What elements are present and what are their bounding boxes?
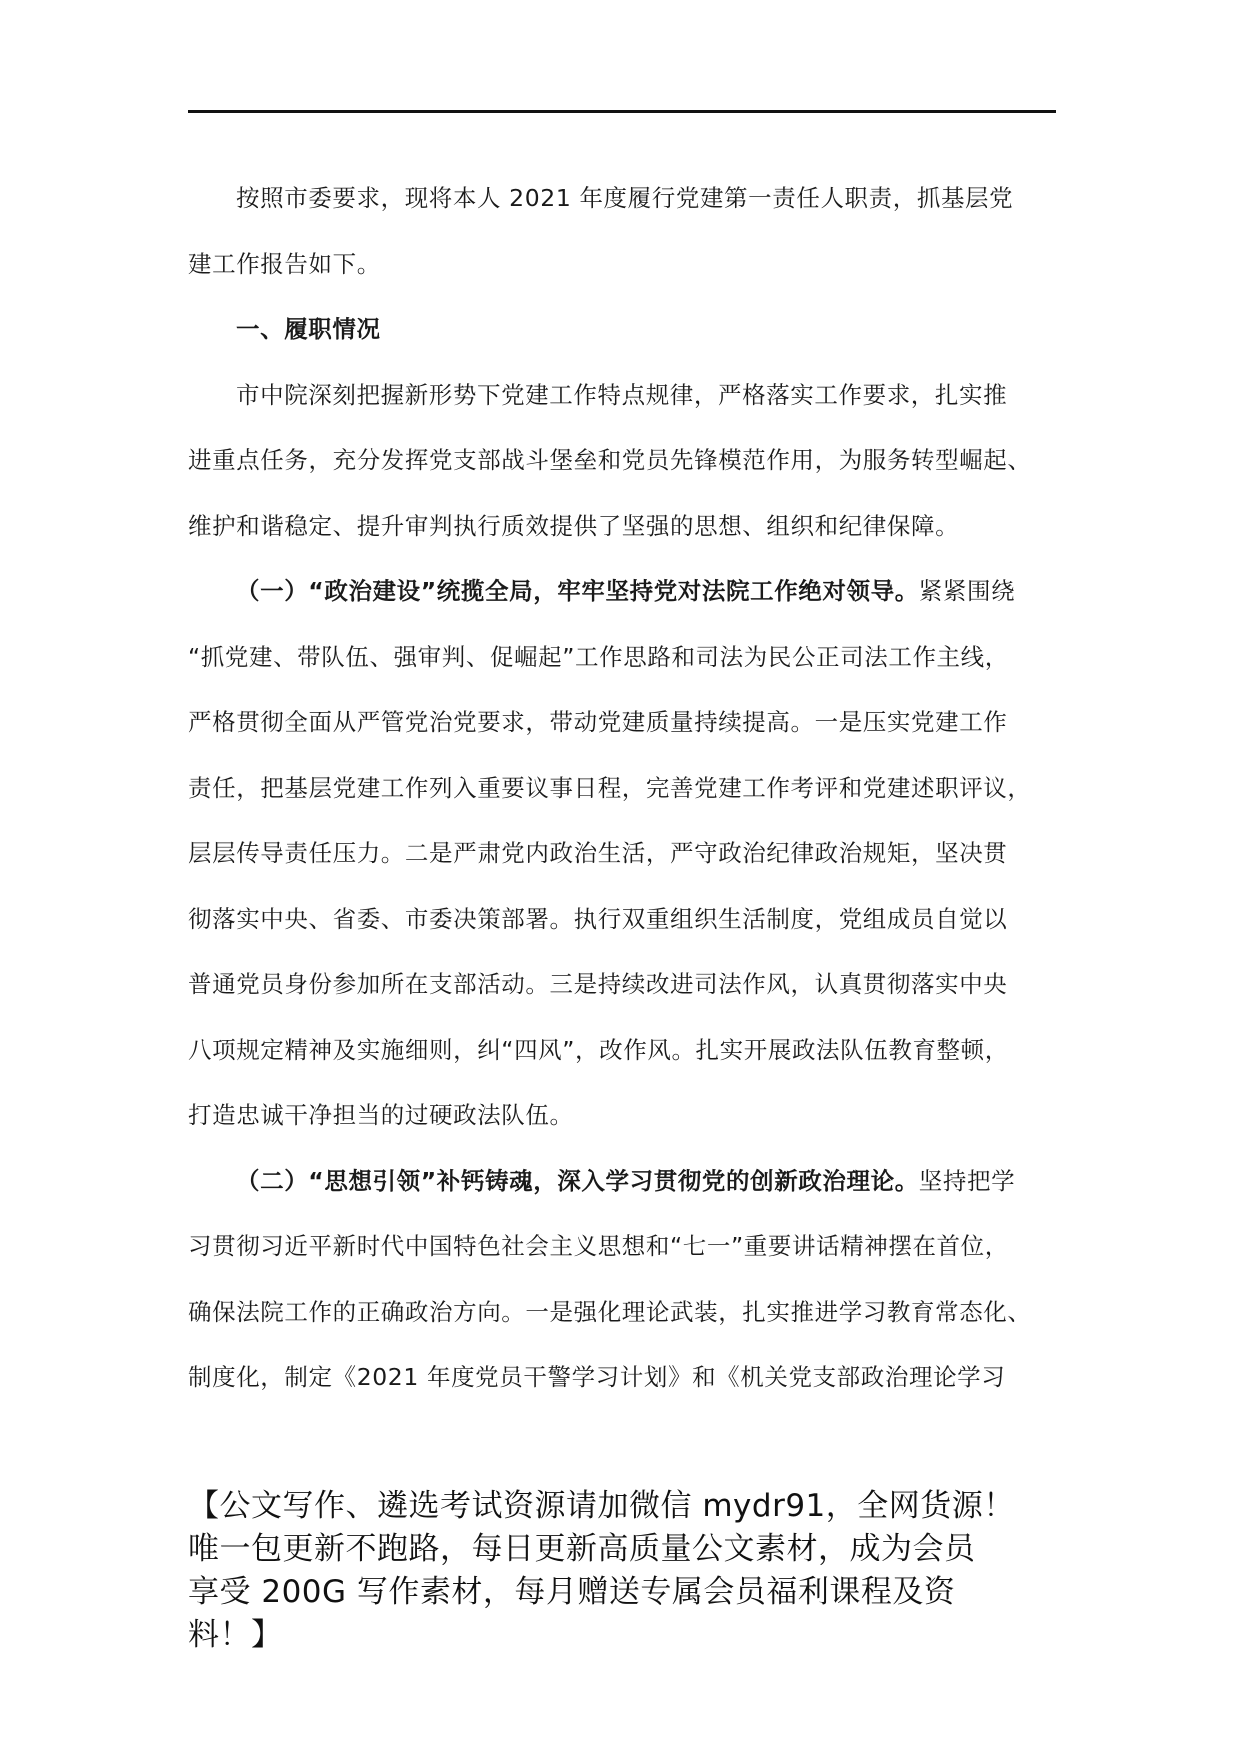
paragraph-line: 层层传导责任压力。二是严肃党内政治生活，严守政治纪律政治规矩，坚决贯 bbox=[188, 839, 1008, 867]
document-body bbox=[188, 166, 1073, 1411]
intro-line: 建工作报告如下。 bbox=[188, 249, 381, 278]
subsection-lead-line bbox=[188, 1149, 1073, 1215]
paragraph-line: 进重点任务，充分发挥党支部战斗堡垒和党员先锋模范作用，为服务转型崛起、 bbox=[188, 446, 1032, 474]
paragraph-line: 打造忠诚干净担当的过硬政法队伍。 bbox=[188, 1101, 574, 1129]
notice-line: 料！】 bbox=[188, 1617, 283, 1653]
subsection-lead-text: 紧紧围绕 bbox=[918, 577, 1016, 605]
intro-line: 按照市委要求，现将本人 2021 年度履行党建第一责任人职责，抓基层党 bbox=[236, 184, 1014, 212]
subsection-lead-text: 坚持把学 bbox=[918, 1166, 1016, 1195]
subsection-heading: （一）“政治建设”统揽全局，牢牢坚持党对法院工作绝对领导。 bbox=[236, 577, 919, 605]
paragraph-line: 制度化，制定《2021 年度党员干警学习计划》和《机关党支部政治理论学习 bbox=[188, 1363, 1006, 1391]
paragraph-line: 责任，把基层党建工作列入重要议事日程，完善党建工作考评和党建述职评议， bbox=[188, 773, 1032, 802]
notice-line: 享受 200G 写作素材，每月赠送专属会员福利课程及资 bbox=[188, 1574, 956, 1610]
paragraph-line: “抓党建、带队伍、强审判、促崛起”工作思路和司法为民公正司法工作主线， bbox=[188, 642, 1009, 671]
notice-line: 唯一包更新不跑路，每日更新高质量公文素材，成为会员 bbox=[188, 1531, 976, 1567]
header-rule bbox=[188, 110, 1056, 113]
subsection-heading: （二）“思想引领”补钙铸魂，深入学习贯彻党的创新政治理论。 bbox=[236, 1166, 919, 1195]
notice-line: 【公文写作、遴选考试资源请加微信 mydr91，全网货源！ bbox=[188, 1488, 1015, 1524]
subsection-lead-line bbox=[188, 559, 1073, 625]
section-heading: 一、履职情况 bbox=[236, 315, 381, 343]
paragraph-line: 八项规定精神及实施细则，纠“四风”，改作风。扎实开展政法队伍教育整顿， bbox=[188, 1035, 1009, 1064]
paragraph-line: 维护和谐稳定、提升审判执行质效提供了坚强的思想、组织和纪律保障。 bbox=[188, 511, 960, 540]
paragraph-line: 普通党员身份参加所在支部活动。三是持续改进司法作风，认真贯彻落实中央 bbox=[188, 970, 1008, 998]
promo-notice bbox=[188, 1485, 1088, 1657]
paragraph-line: 市中院深刻把握新形势下党建工作特点规律，严格落实工作要求，扎实推 bbox=[236, 380, 1008, 409]
paragraph-line: 彻落实中央、省委、市委决策部署。执行双重组织生活制度，党组成员自觉以 bbox=[188, 904, 1008, 933]
paragraph-line: 习贯彻习近平新时代中国特色社会主义思想和“七一”重要讲话精神摆在首位， bbox=[188, 1232, 1009, 1260]
paragraph-line: 严格贯彻全面从严管党治党要求，带动党建质量持续提高。一是压实党建工作 bbox=[188, 708, 1008, 736]
paragraph-line: 确保法院工作的正确政治方向。一是强化理论武装，扎实推进学习教育常态化、 bbox=[188, 1297, 1032, 1326]
